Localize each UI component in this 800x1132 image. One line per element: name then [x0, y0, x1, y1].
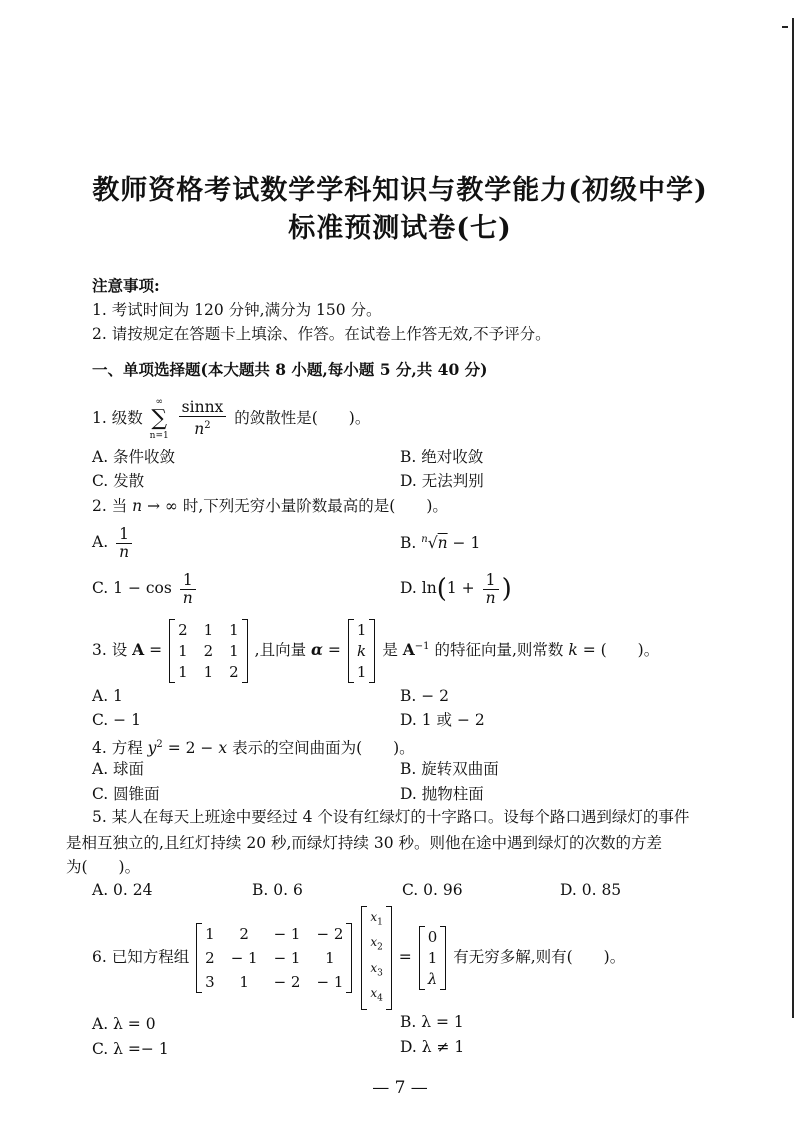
- q4-option-d: D. 抛物柱面: [400, 785, 484, 803]
- q2-option-d-inner: 1 +: [446, 579, 475, 597]
- coefficient-matrix-cell-2-2: − 2: [273, 972, 301, 991]
- rhs-vector-cell-1-0: 1: [427, 948, 438, 967]
- q6-option-a: A. λ = 0: [92, 1015, 156, 1033]
- unknowns-vector: [361, 906, 392, 1010]
- q2-arrow: → ∞: [147, 497, 178, 515]
- question-3: [92, 614, 659, 683]
- q2-option-d-pre: ln: [421, 579, 437, 597]
- q2-option-b: B. $^n$√n − 1: [400, 534, 481, 553]
- coefficient-matrix-cell-0-0: 1: [205, 924, 215, 943]
- coefficient-matrix-cell-2-3: − 1: [316, 972, 344, 991]
- q4-x-var: x: [218, 739, 228, 758]
- coefficient-matrix-cell-2-1: 1: [239, 972, 249, 991]
- matrix-a-cell-0-2: 1: [229, 621, 239, 640]
- matrix-a-cell-2-2: 2: [229, 663, 239, 682]
- q6-eq: =: [398, 947, 412, 966]
- q2-option-c-pre: 1 − cos: [113, 579, 172, 597]
- q3-vector-name: α: [311, 640, 323, 660]
- rhs-vector: [419, 926, 447, 990]
- q2-option-d-den: n: [485, 588, 496, 607]
- q6-option-c: C. λ =− 1: [92, 1040, 169, 1058]
- q6-suffix: 有无穷多解,则有( )。: [453, 947, 626, 966]
- q5-option-b: B. 0. 6: [252, 881, 303, 899]
- matrix-a-cell-2-1: 1: [203, 663, 214, 682]
- exam-subtitle: 标准预测试卷(七): [288, 213, 512, 244]
- q2-suffix: 时,下列无穷小量阶数最高的是( )。: [182, 497, 448, 515]
- q1-option-b: B. 绝对收敛: [400, 448, 484, 466]
- q3-prefix: 3. 设: [92, 641, 128, 660]
- q1-suffix: 的敛散性是( )。: [234, 409, 371, 427]
- vector-alpha: [348, 619, 376, 683]
- q1-denominator-var: n: [194, 420, 205, 439]
- matrix-a-cell-0-1: 1: [203, 621, 214, 640]
- q5-line-2: 是相互独立的,且红灯持续 20 秒,而绿灯持续 30 秒。则他在途中遇到绿灯的次数的方差: [66, 834, 663, 852]
- rhs-vector-cell-0-0: 0: [427, 927, 438, 946]
- q3-suffix-pre: 是: [382, 641, 398, 660]
- q3-inverse-exp: −1: [414, 641, 430, 652]
- q3-mid: ,且向量: [254, 641, 307, 660]
- unknown-x4: $x_4$: [370, 986, 383, 1004]
- q2-option-d: D. ln(1 + $\frac{1}{n}$ ): [400, 570, 512, 607]
- coefficient-matrix-cell-1-1: − 1: [230, 948, 258, 967]
- q2-option-c-den: n: [182, 588, 193, 607]
- q6-prefix: 6. 已知方程组: [92, 947, 190, 966]
- q4-prefix: 4. 方程: [92, 739, 143, 758]
- vector-alpha-cell-0-0: 1: [356, 621, 367, 640]
- q1-numerator: sinnx: [179, 399, 227, 417]
- exam-title: 教师资格考试数学学科知识与教学能力(初级中学): [92, 175, 708, 206]
- q2-option-c-num: 1: [180, 572, 196, 590]
- q1-denominator-exp: 2: [204, 420, 211, 432]
- q2-option-a-label: A.: [92, 533, 109, 551]
- q4-suffix: 表示的空间曲面为( )。: [232, 739, 415, 758]
- q4-option-a: A. 球面: [92, 760, 145, 778]
- matrix-a: [169, 619, 248, 683]
- matrix-a-cell-1-2: 1: [229, 642, 239, 661]
- summation-symbol: ∞ ∑ n=1: [149, 397, 169, 441]
- q5-line-3: 为( )。: [66, 858, 141, 876]
- q3-option-c: C. − 1: [92, 711, 141, 729]
- q3-option-a: A. 1: [92, 687, 123, 705]
- sum-lower-limit: n=1: [149, 431, 169, 441]
- q5-line-1: 5. 某人在每天上班途中要经过 4 个设有红绿灯的十字路口。设每个路口遇到绿灯的事件: [92, 808, 690, 826]
- q2-option-b-var: n: [437, 534, 448, 553]
- question-1: [92, 396, 370, 442]
- q3-eq-2: =: [327, 641, 341, 660]
- q5-option-d: D. 0. 85: [560, 881, 622, 899]
- question-4: [92, 735, 415, 758]
- q1-fraction: [179, 399, 227, 438]
- q2-option-d-num: 1: [483, 572, 499, 590]
- q2-option-b-root-index: n: [421, 534, 428, 545]
- coefficient-matrix-cell-0-2: − 1: [273, 924, 301, 943]
- notes-item-2: 2. 请按规定在答题卡上填涂、作答。在试卷上作答无效,不予评分。: [92, 325, 551, 343]
- coefficient-matrix-cell-2-0: 3: [205, 972, 215, 991]
- q2-option-b-rest: − 1: [452, 534, 481, 553]
- q1-option-a: A. 条件收敛: [92, 448, 176, 466]
- unknown-x1: $x_1$: [370, 910, 383, 928]
- question-6: [92, 906, 625, 1010]
- q1-option-c: C. 发散: [92, 472, 145, 490]
- q3-k-var: k: [568, 641, 578, 660]
- q3-matrix-name: A: [132, 640, 145, 660]
- q2-option-a-num: 1: [116, 526, 132, 544]
- coefficient-matrix-cell-1-0: 2: [205, 948, 215, 967]
- q2-option-d-label: D.: [400, 579, 417, 597]
- section-heading: 一、单项选择题(本大题共 8 小题,每小题 5 分,共 40 分): [92, 360, 488, 379]
- q3-option-b: B. − 2: [400, 687, 450, 705]
- q3-suffix-end: = ( )。: [582, 641, 660, 660]
- q2-option-c: [92, 568, 199, 608]
- q4-y-var: y: [147, 739, 157, 758]
- q1-option-d: D. 无法判别: [400, 472, 484, 490]
- notes-item-1: 1. 考试时间为 120 分钟,满分为 150 分。: [92, 301, 382, 319]
- q2-var: n: [132, 497, 143, 515]
- vector-alpha-cell-2-0: 1: [356, 663, 367, 682]
- coefficient-matrix-cell-1-3: 1: [325, 948, 335, 967]
- notes-heading: 注意事项:: [92, 276, 160, 295]
- page-number: — 7 —: [372, 1078, 428, 1098]
- coefficient-matrix-cell-0-1: 2: [239, 924, 249, 943]
- q2-prefix: 2. 当: [92, 497, 128, 515]
- q2-option-a-den: n: [119, 542, 130, 561]
- unknown-x3: $x_3$: [370, 960, 383, 979]
- q3-option-d: D. 1 或 − 2: [400, 711, 485, 729]
- q6-option-d: D. λ ≠ 1: [400, 1038, 465, 1056]
- q1-prefix: 1. 级数: [92, 409, 143, 427]
- sum-upper-limit: ∞: [155, 397, 163, 407]
- q5-option-a: A. 0. 24: [92, 881, 153, 899]
- unknown-x2: $x_2$: [370, 935, 383, 953]
- coefficient-matrix-cell-1-2: − 1: [273, 948, 301, 967]
- matrix-a-cell-2-0: 1: [178, 663, 188, 682]
- q3-inverse-name: A: [402, 640, 415, 660]
- q2-option-c-label: C.: [92, 579, 109, 597]
- q2-option-b-label: B.: [400, 534, 417, 553]
- q5-option-c: C. 0. 96: [402, 881, 463, 899]
- q4-option-b: B. 旋转双曲面: [400, 760, 499, 778]
- vector-alpha-cell-1-0: k: [357, 642, 367, 661]
- q3-eq: =: [149, 641, 163, 660]
- q2-option-a: [92, 522, 135, 562]
- matrix-a-cell-1-0: 1: [178, 642, 188, 661]
- rhs-vector-cell-2-0: λ: [427, 969, 438, 988]
- q3-suffix-post: 的特征向量,则常数: [434, 641, 564, 660]
- scan-edge-tick: [782, 26, 788, 28]
- coefficient-matrix: [196, 923, 352, 993]
- q6-option-b: B. λ = 1: [400, 1013, 464, 1031]
- q4-y-exp: 2: [156, 739, 163, 750]
- matrix-a-cell-1-1: 2: [203, 642, 214, 661]
- coefficient-matrix-cell-0-3: − 2: [316, 924, 344, 943]
- matrix-a-cell-0-0: 2: [178, 621, 188, 640]
- q4-option-c: C. 圆锥面: [92, 785, 160, 803]
- question-2: [92, 496, 448, 516]
- q4-eq-rest: = 2 −: [167, 739, 214, 758]
